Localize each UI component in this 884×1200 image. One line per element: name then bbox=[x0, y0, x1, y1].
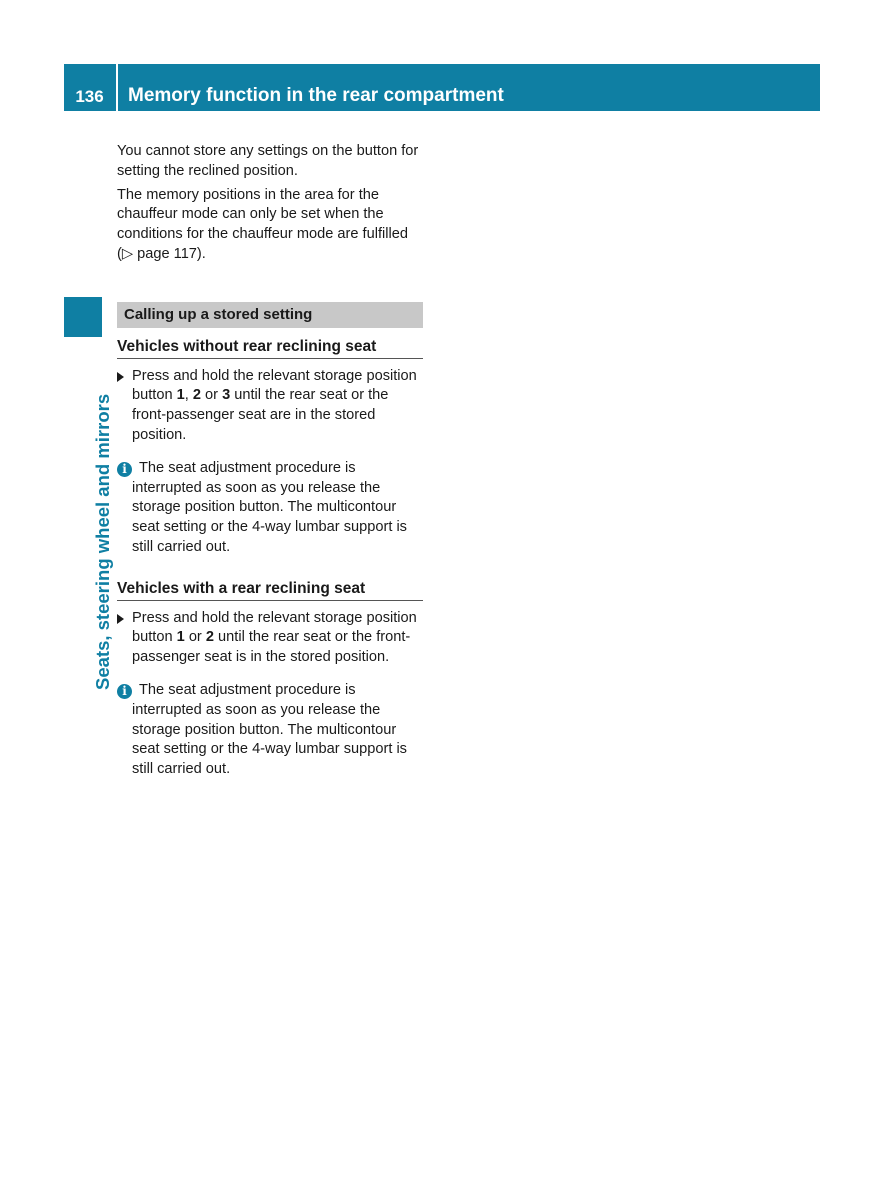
info-icon: i bbox=[117, 684, 132, 699]
step-text: Press and hold the relevant storage position button bbox=[132, 367, 417, 404]
button-number: 2 bbox=[192, 387, 201, 404]
chapter-tab-marker bbox=[64, 297, 102, 337]
subsection-heading-without-reclining: Vehicles without rear reclining seat bbox=[117, 337, 423, 359]
info-note bbox=[117, 681, 423, 780]
button-number: 1 bbox=[176, 387, 185, 404]
button-number: 1 bbox=[176, 629, 185, 646]
page-title: Memory function in the rear compartment bbox=[128, 85, 504, 106]
button-number: 2 bbox=[205, 629, 214, 646]
step-text: or bbox=[201, 387, 223, 404]
step-text: until the rear seat or the front-passenger seat are in the stored position. bbox=[132, 387, 389, 443]
subsection-heading-with-reclining: Vehicles with a rear reclining seat bbox=[117, 579, 423, 601]
step-arrow-icon bbox=[117, 614, 124, 624]
section-heading: Calling up a stored setting bbox=[117, 302, 423, 328]
info-icon: i bbox=[117, 462, 132, 477]
header-divider bbox=[116, 64, 118, 111]
intro-paragraph-1: You cannot store any settings on the button for setting the reclined position. bbox=[117, 143, 419, 179]
page-number: 136 bbox=[75, 87, 104, 106]
intro-paragraph-2: The memory positions in the area for the chauffeur mode can only be set when the conditions for the chauffeur mode are fulfilled (▷ page 117). bbox=[117, 186, 408, 262]
step-arrow-icon bbox=[117, 372, 124, 382]
button-number: 3 bbox=[222, 387, 231, 404]
instruction-step bbox=[117, 367, 423, 446]
instruction-step bbox=[117, 609, 423, 668]
info-note bbox=[117, 459, 423, 558]
content-column bbox=[117, 142, 423, 780]
step-text: until the rear seat or the front-passenger seat is in the stored position. bbox=[132, 629, 411, 666]
note-text: The seat adjustment procedure is interrupted as soon as you release the storage position button. The multicontour seat setting or the 4-way lumbar support is still carried out. bbox=[132, 681, 407, 778]
chapter-side-label: Seats, steering wheel and mirrors bbox=[92, 393, 113, 690]
note-text: The seat adjustment procedure is interrupted as soon as you release the storage position button. The multicontour seat setting or the 4-way lumbar support is still carried out. bbox=[132, 459, 407, 555]
step-text: Press and hold the relevant storage position button bbox=[132, 609, 417, 646]
page-header bbox=[64, 64, 820, 111]
step-text: , bbox=[184, 387, 193, 404]
step-text: or bbox=[184, 629, 206, 646]
